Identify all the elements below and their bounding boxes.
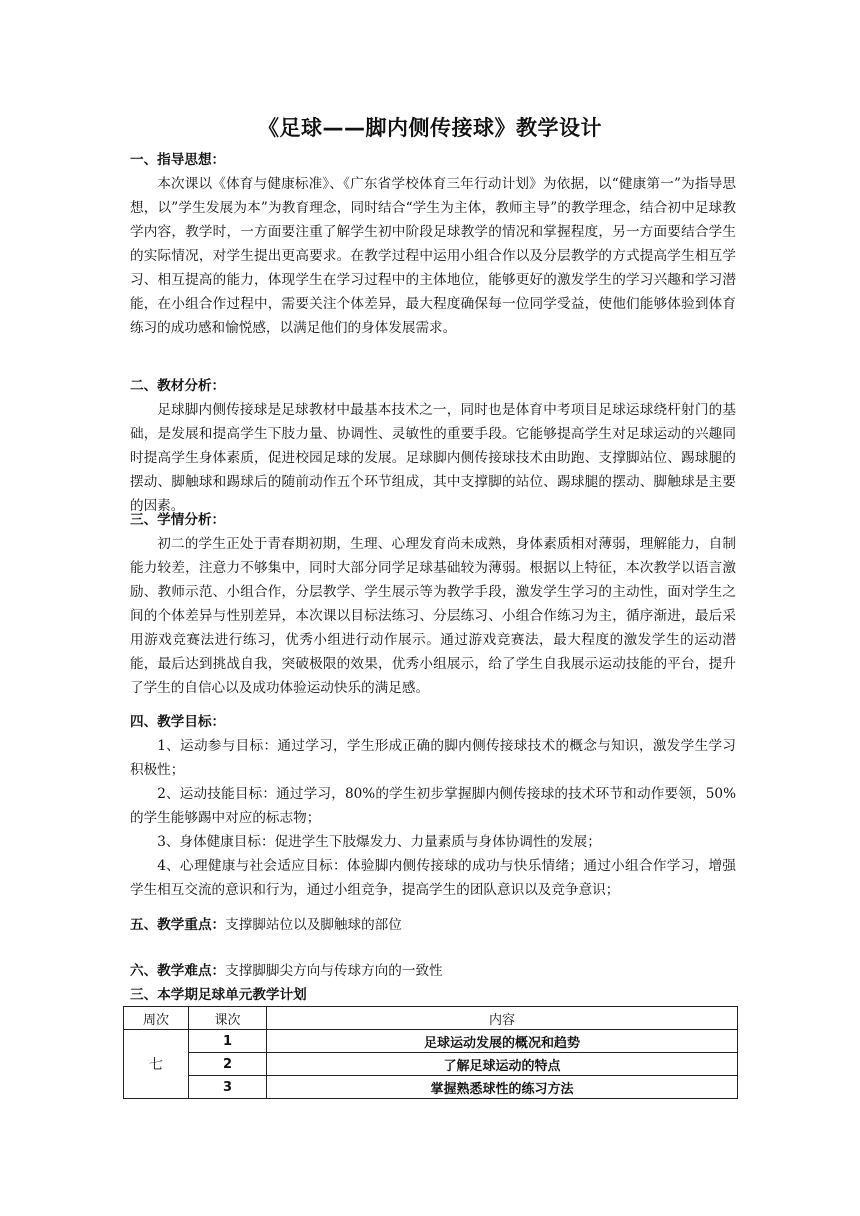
document-title: 《足球——脚内侧传接球》教学设计 <box>258 116 602 140</box>
table-row <box>124 1030 738 1053</box>
section-student-analysis <box>130 508 736 700</box>
section-heading-text: 支撑脚脚尖方向与传球方向的一致性 <box>225 963 443 979</box>
section-teaching-objectives <box>130 710 736 902</box>
week-cell: 七 <box>124 1030 189 1099</box>
lesson-cell: 2 <box>189 1053 267 1076</box>
section-material-analysis <box>130 374 736 518</box>
objective-item-3: 3、身体健康目标：促进学生下肢爆发力、力量素质与身体协调性的发展； <box>157 834 601 850</box>
section-unit-plan <box>130 983 736 1007</box>
lesson-cell: 1 <box>189 1030 267 1053</box>
section-heading-label: 五、教学重点： <box>130 917 226 933</box>
section-heading <box>130 913 736 937</box>
section-paragraph: 本次课以《体育与健康标准》、《广东省学校体育三年行动计划》为依据，以“健康第一”为指导思想，以”学生发展为本”为教育理念，同时结合“学生为主体，教师主导”的教学理念，结合初中足球教学内容，教学时，一方面要注重了解学生初中阶段足球教学的情况和掌握程度，另一方面要结合学生的实际情况，对学生提出更高要求。在教学过程中运用小组合作以及分层教学的方式提高学生相互学习、相互提高的能力，体现学生在学习过程中的主体地位，能够更好的激发学生的学习兴趣和学习潜能，在小组合作过程中，需要关注个体差异，最大程度确保每一位同学受益，使他们能够体验到体育练习的成功感和愉悦感，以满足他们的身体发展需求。 <box>130 176 736 336</box>
section-teaching-difficulty <box>130 959 736 983</box>
objective-item-4: 4、心理健康与社会适应目标：体验脚内侧传接球的成功与快乐情绪；通过小组合作学习，增强学生相互交流的意识和行为，通过小组竞争，提高学生的团队意识以及竞争意识； <box>130 858 736 898</box>
section-heading: 四、教学目标： <box>130 714 226 730</box>
section-heading: 二、教材分析： <box>130 378 226 394</box>
objective-item-1: 1、运动参与目标：通过学习，学生形成正确的脚内侧传接球技术的概念与知识，激发学生学习积极性； <box>130 738 736 778</box>
header-content: 内容 <box>267 1007 738 1030</box>
table-row <box>124 1053 738 1076</box>
section-heading-label: 六、教学难点： <box>130 963 226 979</box>
table-row <box>124 1076 738 1099</box>
unit-plan-table <box>123 1006 738 1099</box>
header-week: 周次 <box>124 1007 189 1030</box>
content-cell: 了解足球运动的特点 <box>267 1053 738 1076</box>
section-paragraph: 足球脚内侧传接球是足球教材中最基本技术之一，同时也是体育中考项目足球运球绕杆射门的基础，是发展和提高学生下肢力量、协调性、灵敏性的重要手段。它能够提高学生对足球运动的兴趣同时提高学生身体素质，促进校园足球的发展。足球脚内侧传接球技术由助跑、支撑脚站位、踢球腿的摆动、脚触球和踢球后的随前动作五个环节组成，其中支撑脚的站位、踢球腿的摆动、脚触球是主要的因素。 <box>130 402 736 514</box>
header-lesson: 课次 <box>189 1007 267 1030</box>
content-cell: 足球运动发展的概况和趋势 <box>267 1030 738 1053</box>
section-heading: 三、学情分析： <box>130 512 226 528</box>
section-heading-text: 支撑脚站位以及脚触球的部位 <box>225 917 402 933</box>
lesson-cell: 3 <box>189 1076 267 1099</box>
section-teaching-focus <box>130 913 736 937</box>
section-guiding-ideology <box>130 148 736 340</box>
section-heading: 三、本学期足球单元教学计划 <box>130 987 307 1003</box>
section-paragraph: 初二的学生正处于青春期初期，生理、心理发育尚未成熟，身体素质相对薄弱，理解能力，自制能力较差，注意力不够集中，同时大部分同学足球基础较为薄弱。根据以上特征，本次教学以语言激励、教师示范、小组合作，分层教学、学生展示等为教学手段，激发学生学习的主动性，面对学生之间的个体差异与性别差异，本次课以目标法练习、分层练习、小组合作练习为主，循序渐进，最后采用游戏竞赛法进行练习，优秀小组进行动作展示。通过游戏竞赛法，最大程度的激发学生的运动潜能，最后达到挑战自我，突破极限的效果，优秀小组展示，给了学生自我展示运动技能的平台，提升了学生的自信心以及成功体验运动快乐的满足感。 <box>130 536 736 696</box>
table-header-row <box>124 1007 738 1030</box>
content-cell: 掌握熟悉球性的练习方法 <box>267 1076 738 1099</box>
section-heading <box>130 959 736 983</box>
objective-item-2: 2、运动技能目标：通过学习，80%的学生初步掌握脚内侧传接球的技术环节和动作要领，50%的学生能够踢中对应的标志物； <box>130 786 736 826</box>
section-heading: 一、指导思想： <box>130 152 226 168</box>
